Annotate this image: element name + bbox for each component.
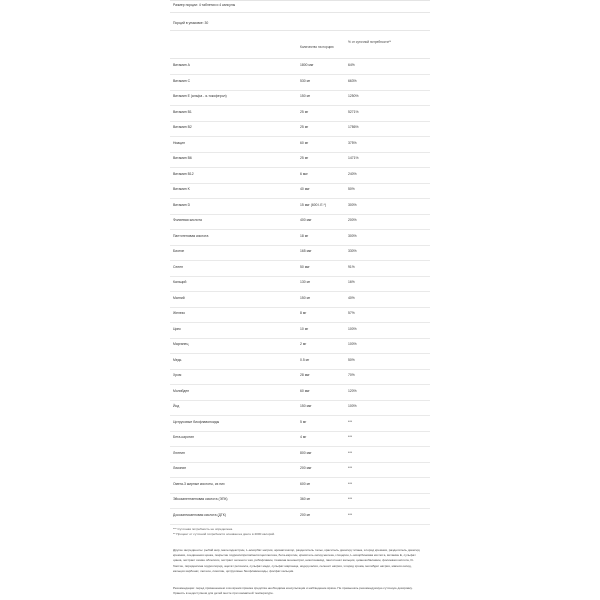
table-row bbox=[170, 461, 430, 478]
serving-size-row bbox=[170, 1, 430, 13]
table-row bbox=[170, 120, 430, 137]
nutrient-name: Витамин D bbox=[173, 202, 191, 207]
nutrient-name: Витамин B6 bbox=[173, 156, 192, 160]
nutrient-name: Селен bbox=[173, 264, 183, 269]
table-row bbox=[170, 229, 430, 246]
table-row bbox=[170, 477, 430, 494]
table-row bbox=[170, 244, 430, 261]
nutrient-amount: 600 мг bbox=[300, 481, 311, 486]
nutrient-amount: 150 мкг bbox=[300, 404, 312, 408]
nutrient-daily-value: 100% bbox=[348, 404, 357, 408]
nutrient-name: Хром bbox=[173, 373, 182, 377]
nutrient-amount: 130 мг bbox=[300, 280, 311, 284]
footnote-undefined: *** Суточная потребность не определена. bbox=[173, 527, 233, 531]
table-row bbox=[170, 446, 430, 463]
nutrient-name: Витамин K bbox=[173, 187, 190, 191]
nutrient-amount: 28 мкг bbox=[300, 373, 310, 377]
nutrient-daily-value: *** bbox=[348, 512, 352, 517]
nutrient-amount: 1800 мкг bbox=[300, 63, 314, 67]
nutrient-amount: 25 мг bbox=[300, 156, 309, 160]
nutrient-name: Ликопин bbox=[173, 466, 187, 470]
nutrient-amount: 400 мкг bbox=[300, 218, 312, 222]
table-row bbox=[170, 151, 430, 168]
nutrient-amount: 150 мг bbox=[300, 295, 311, 300]
nutrient-daily-value: *** bbox=[348, 419, 352, 424]
nutrient-amount: 5 мг bbox=[300, 419, 307, 424]
nutrient-daily-value: 5271% bbox=[348, 109, 359, 114]
nutrient-amount: 6 мкг bbox=[300, 171, 308, 176]
table-row bbox=[170, 105, 430, 122]
nutrient-amount: 40 мкг bbox=[300, 187, 310, 191]
table-row bbox=[170, 213, 430, 230]
table-row bbox=[170, 89, 430, 106]
nutrient-amount: 18 мг bbox=[300, 233, 309, 238]
nutrient-amount: 15 мкг (600 I.E.*) bbox=[300, 202, 326, 207]
nutrient-amount: 8 мг bbox=[300, 311, 307, 315]
nutrient-daily-value: 70% bbox=[348, 373, 355, 377]
servings-per-container-row bbox=[170, 19, 430, 31]
nutrient-name: Докозагексаеновая кислота (ДГК) bbox=[173, 512, 226, 517]
nutrient-name: Фолиевая кислота bbox=[173, 218, 202, 222]
nutrient-daily-value: 50% bbox=[348, 187, 355, 191]
table-row bbox=[170, 353, 430, 370]
nutrient-daily-value: 57% bbox=[348, 311, 355, 315]
nutrient-name: Витамин А bbox=[173, 63, 190, 67]
nutrient-amount: 200 мг bbox=[300, 512, 311, 517]
nutrient-daily-value: 64% bbox=[348, 63, 355, 67]
nutrient-amount: 800 мкг bbox=[300, 450, 312, 455]
nutrient-daily-value: 663% bbox=[348, 78, 357, 83]
table-row bbox=[170, 508, 430, 525]
table-header bbox=[170, 36, 430, 59]
recommendation-paragraph: Рекомендации: перед применением и во время приема средства необходима консультация и наблюдение врача. Не превышать рекомендуемую суточную дозировку. Хранить в недоступном для детей месте при комнатной температуре. bbox=[173, 586, 413, 596]
nutrient-name: Витамин B12 bbox=[173, 171, 194, 176]
nutrient-name: Лютеин bbox=[173, 450, 185, 455]
table-row bbox=[170, 291, 430, 308]
table-row bbox=[170, 167, 430, 184]
serving-size-text: Размер порции: 4 таблетки и 4 капсулы bbox=[173, 3, 236, 7]
table-row bbox=[170, 58, 430, 75]
nutrient-name: Бета-каротин bbox=[173, 435, 194, 439]
nutrient-daily-value: 16% bbox=[348, 280, 355, 284]
table-row bbox=[170, 384, 430, 401]
nutrient-name: Кальций bbox=[173, 280, 187, 284]
nutrient-amount: 10 мг bbox=[300, 326, 309, 331]
nutrient-name: Витамин B2 bbox=[173, 125, 192, 129]
table-row bbox=[170, 492, 430, 509]
table-row bbox=[170, 306, 430, 323]
nutrient-daily-value: 50% bbox=[348, 357, 355, 362]
nutrient-amount: 25 мг bbox=[300, 125, 309, 129]
nutrient-name: Пантотеновая кислота bbox=[173, 233, 209, 238]
table-row bbox=[170, 337, 430, 354]
table-row bbox=[170, 74, 430, 91]
nutrient-name: Биотин bbox=[173, 249, 185, 253]
nutrient-name: Цинк bbox=[173, 326, 181, 331]
nutrient-amount: 4 мг bbox=[300, 435, 307, 439]
table-row bbox=[170, 136, 430, 153]
nutrient-amount: 165 мкг bbox=[300, 249, 312, 253]
nutrient-amount: 150 мг bbox=[300, 94, 311, 98]
table-row bbox=[170, 368, 430, 385]
nutrient-daily-value: *** bbox=[348, 450, 352, 455]
table-row bbox=[170, 430, 430, 447]
nutrient-amount: 2 мг bbox=[300, 342, 307, 346]
nutrient-daily-value: 330% bbox=[348, 249, 357, 253]
nutrient-name: Ниацин bbox=[173, 140, 185, 145]
nutrient-name: Йод bbox=[173, 404, 180, 408]
nutrient-name: Молибден bbox=[173, 388, 190, 393]
nutrient-daily-value: *** bbox=[348, 497, 352, 501]
nutrient-daily-value: *** bbox=[348, 481, 352, 486]
nutrient-daily-value: *** bbox=[348, 466, 352, 470]
table-row bbox=[170, 322, 430, 339]
nutrient-daily-value: 1250% bbox=[348, 94, 359, 98]
table-row bbox=[170, 399, 430, 416]
table-row bbox=[170, 182, 430, 199]
nutrient-name: Витамин С bbox=[173, 78, 191, 83]
nutrient-daily-value: 100% bbox=[348, 342, 357, 346]
nutrient-name: Витамин B1 bbox=[173, 109, 192, 114]
nutrient-amount: 60 мкг bbox=[300, 388, 310, 393]
nutrient-daily-value: 375% bbox=[348, 140, 357, 145]
nutrient-name: Марганец bbox=[173, 342, 189, 346]
nutrient-daily-value: 91% bbox=[348, 264, 355, 269]
nutrient-name: Омега-3 жирные кислоты, из них bbox=[173, 481, 225, 486]
nutrient-name: Магний bbox=[173, 295, 185, 300]
nutrient-daily-value: 240% bbox=[348, 171, 357, 176]
nutrient-daily-value: 1471% bbox=[348, 156, 359, 160]
nutrient-daily-value: 200% bbox=[348, 218, 357, 222]
nutrient-daily-value: 120% bbox=[348, 388, 357, 393]
daily-value-column-header: % от суточной потребности** bbox=[348, 40, 392, 44]
nutrient-name: Железо bbox=[173, 311, 186, 315]
table-row bbox=[170, 198, 430, 215]
nutrient-amount: 0.5 мг bbox=[300, 357, 310, 362]
nutrient-daily-value: 300% bbox=[348, 202, 357, 207]
nutrient-name: Витамин E (альфа - α-токоферол) bbox=[173, 94, 227, 98]
nutrient-amount: 200 мкг bbox=[300, 466, 312, 470]
servings-per-container-text: Порций в упаковке: 30 bbox=[173, 21, 209, 25]
footnote-daily-value: ** Процент от суточной потребности основан на диете в 2000 калорий. bbox=[173, 532, 275, 536]
table-row bbox=[170, 415, 430, 432]
nutrient-amount: 530 мг bbox=[300, 78, 311, 83]
nutrient-amount: 25 мг bbox=[300, 109, 309, 114]
footnotes bbox=[173, 527, 427, 537]
amount-column-header: Количество на порцию bbox=[300, 45, 334, 49]
nutrient-daily-value: 1786% bbox=[348, 125, 359, 129]
nutrient-name: Эйкозапентаеновая кислота (ЭПК) bbox=[173, 497, 228, 501]
table-row bbox=[170, 260, 430, 277]
nutrient-amount: 60 мг bbox=[300, 140, 309, 145]
nutrient-amount: 360 мг bbox=[300, 497, 311, 501]
nutrient-daily-value: 40% bbox=[348, 295, 355, 300]
nutrient-daily-value: *** bbox=[348, 435, 352, 439]
nutrient-daily-value: 300% bbox=[348, 233, 357, 238]
nutrient-name: Цитрусовые биофлавоноиды bbox=[173, 419, 220, 424]
ingredients-paragraph: Другие ингредиенты: рыбий жир, мальтодекстрин, L-аскорбат натрия, ароматизатор, разделитель тальк, краситель диоксид титана, хлорид кремния, разделитель диоксид кремния, соединения цинка, покрытие гидроксипропилметилцеллюлоза, бета-каротин, краситель оксид железа, глицерин, L-аскорбиновая кислота, витамин E, сульфат цинка, экстракт семян облепихи, экстракт зеленого чая, рибофлавин, тиамина мононитрат, никотинамид, пантотенат кальция, цианокобаламин, фолиевая кислота, D-биотин, пиридоксина гидрохлорид, ацетат ретинола, сульфат меди, сульфат марганца, иодид калия, селенит натрия, хлорид хрома, молибдат натрия, магния оксид, кальция карбонат, лютеин, ликопин, цитрусовые биофлавоноиды, фосфат кальция. bbox=[173, 548, 420, 573]
nutrient-amount: 50 мкг bbox=[300, 264, 310, 269]
nutrient-name: Медь bbox=[173, 357, 182, 362]
nutrient-daily-value: 100% bbox=[348, 326, 357, 331]
table-row bbox=[170, 275, 430, 292]
